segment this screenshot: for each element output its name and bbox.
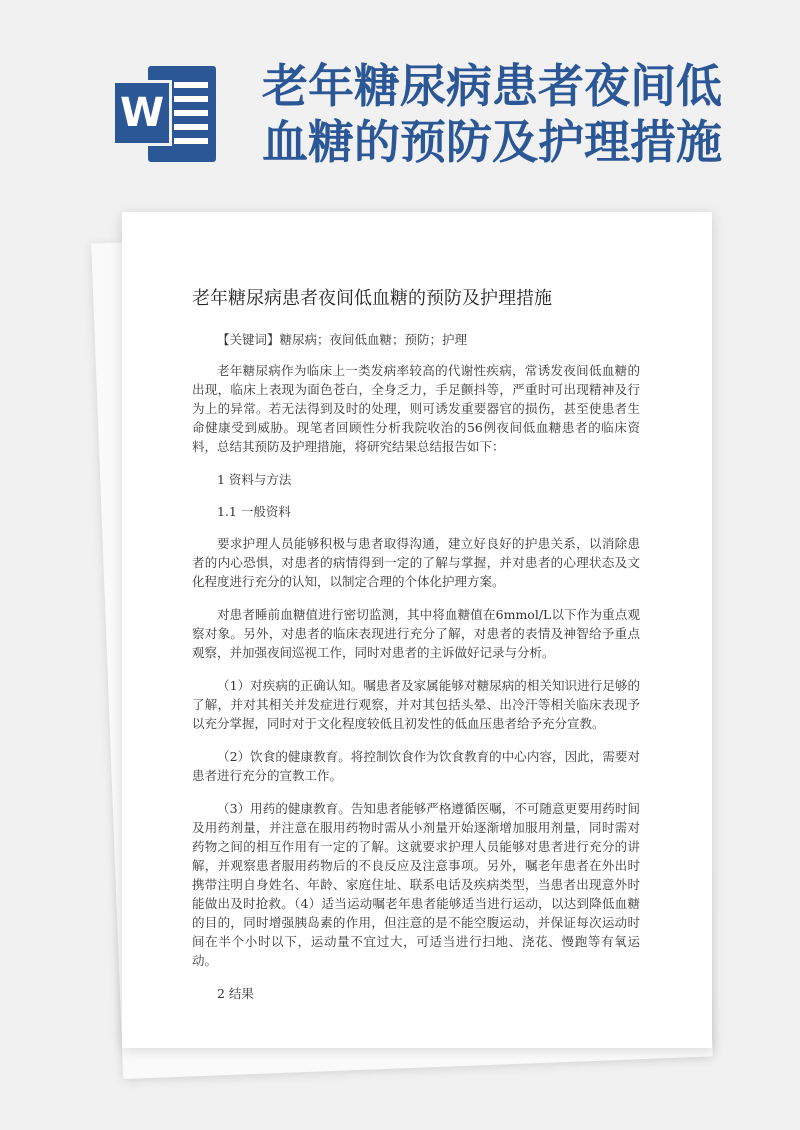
paragraph-item-3-4: （3）用药的健康教育。告知患者能够严格遵循医嘱，不可随意更要用药时间及用药剂量，并注意在服用药物时需从小剂量开始逐渐增加服用剂量，同时需对药物之间的相互作用有一定的了解。这就要求护理人员能够对患者进行充分的讲解，并观察患者服用药物后的不良反应及注意事项。另外，嘱老年患者在外出时携带注明自身姓名、年龄、家庭住址、联系电话及疾病类型，当患者出现意外时能做出及时抢救。（4）适当运动嘱老年患者能够适当进行运动，以达到降低血糖的目的，同时增强胰岛素的作用，但注意的是不能空腹运动，并保证每次运动时间在半个小时以下，运动量不宜过大，可适当进行扫地、浇花、慢跑等有氧运动。 [192,801,640,968]
header-title [262,58,732,170]
document-page [122,212,712,1048]
paragraph-intro: 老年糖尿病作为临床上一类发病率较高的代谢性疾病，常诱发夜间低血糖的出现，临床上表现为面色苍白，全身乏力，手足颤抖等，严重时可出现精神及行为上的异常。若无法得到及时的处理，则可诱发重要器官的损伤，甚至使患者生命健康受到威胁。现笔者回顾性分析我院收治的56例夜间低血糖患者的临床资料，总结其预防及护理措施，将研究结果总结报告如下： [192,363,640,454]
document-title: 老年糖尿病患者夜间低血糖的预防及护理措施 [192,288,552,309]
word-letter-tile: W [112,80,172,146]
section-heading-1-1: 1.1 一般资料 [217,504,291,519]
word-logo [112,66,216,162]
keywords: 【关键词】糖尿病；夜间低血糖；预防；护理 [217,332,468,347]
header-title-line-1: 老年糖尿病患者夜间低 [262,59,722,113]
header-title-line-2: 血糖的预防及护理措施 [262,115,722,169]
document-body [192,330,640,1016]
paragraph-communication: 要求护理人员能够积极与患者取得沟通，建立好良好的护患关系，以消除患者的内心恐惧，对患者的病情得到一定的了解与掌握，并对患者的心理状态及文化程度进行充分的认知，以制定合理的个体化护理方案。 [192,536,640,589]
paragraph-monitoring: 对患者睡前血糖值进行密切监测，其中将血糖值在6mmol/L以下作为重点观察对象。另外，对患者的临床表现进行充分了解，对患者的表情及神智给予重点观察，并加强夜间巡视工作，同时对患者的主诉做好记录与分析。 [192,607,640,660]
section-heading-1: 1 资料与方法 [217,472,292,487]
paragraph-item-1: （1）对疾病的正确认知。嘱患者及家属能够对糖尿病的相关知识进行足够的了解，并对其相关并发症进行观察，并对其包括头晕、出冷汗等相关临床表现予以充分掌握，同时对于文化程度较低且初发性的低血压患者给予充分宣教。 [192,678,640,731]
section-heading-2: 2 结果 [217,986,254,1001]
paragraph-item-2: （2）饮食的健康教育。将控制饮食作为饮食教育的中心内容，因此，需要对患者进行充分的宣教工作。 [192,749,640,783]
